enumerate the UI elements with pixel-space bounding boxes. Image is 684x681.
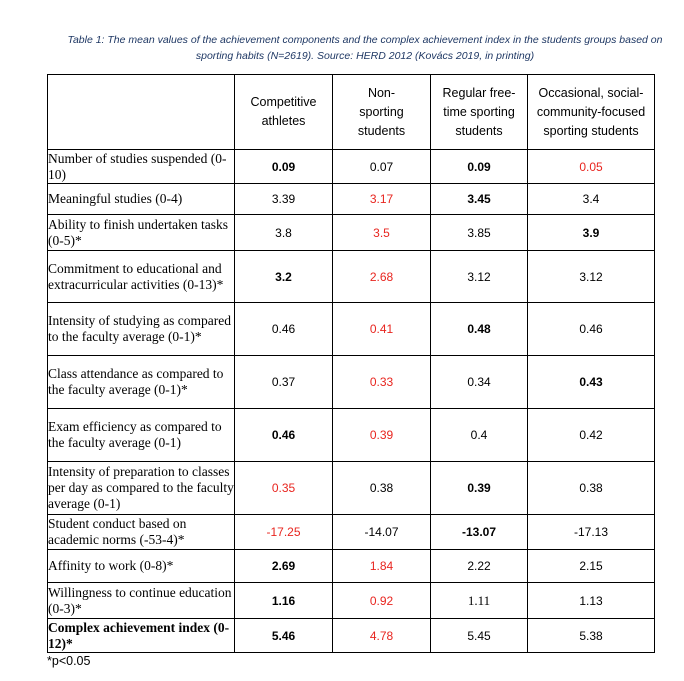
table-row: [48, 303, 655, 356]
table-row: [48, 251, 655, 303]
value-cell: 0.05: [528, 150, 655, 184]
value-cell: 0.46: [235, 409, 333, 462]
table-row: [48, 215, 655, 251]
value-cell: 5.45: [431, 619, 528, 653]
table-row: [48, 515, 655, 550]
row-label: Intensity of preparation to classes per day as compared to the faculty average (0-1): [48, 462, 235, 515]
table-row: [48, 550, 655, 583]
value-cell: 0.92: [333, 583, 431, 619]
value-cell: 1.13: [528, 583, 655, 619]
value-cell: 2.68: [333, 251, 431, 303]
value-cell: 0.38: [528, 462, 655, 515]
row-label: Intensity of studying as compared to the faculty average (0-1)*: [48, 303, 235, 356]
row-label: Ability to finish undertaken tasks (0-5)*: [48, 215, 235, 251]
value-cell: 3.2: [235, 251, 333, 303]
col-header-non-sporting: Non-sporting students: [333, 75, 431, 150]
value-cell: -17.25: [235, 515, 333, 550]
significance-footnote: *p<0.05: [47, 654, 91, 668]
table-row: [48, 409, 655, 462]
value-cell: 0.07: [333, 150, 431, 184]
value-cell: 0.35: [235, 462, 333, 515]
value-cell: 0.38: [333, 462, 431, 515]
achievement-table: [47, 74, 655, 653]
value-cell: 0.09: [235, 150, 333, 184]
header-row: [48, 75, 655, 150]
table-row: [48, 583, 655, 619]
value-cell: 3.45: [431, 184, 528, 215]
value-cell: 3.4: [528, 184, 655, 215]
value-cell: 2.69: [235, 550, 333, 583]
table-row: [48, 356, 655, 409]
value-cell: 2.22: [431, 550, 528, 583]
value-cell: 3.85: [431, 215, 528, 251]
value-cell: -17.13: [528, 515, 655, 550]
value-cell: 0.39: [333, 409, 431, 462]
col-header-occasional: Occasional, social-community-focused sporting students: [528, 75, 655, 150]
value-cell: 0.09: [431, 150, 528, 184]
value-cell: 4.78: [333, 619, 431, 653]
col-header-regular: Regular free-time sporting students: [431, 75, 528, 150]
value-cell: 3.8: [235, 215, 333, 251]
value-cell: 3.9: [528, 215, 655, 251]
value-cell: 1.84: [333, 550, 431, 583]
value-cell: 3.12: [431, 251, 528, 303]
value-cell: 3.5: [333, 215, 431, 251]
value-cell: 0.4: [431, 409, 528, 462]
row-label: Meaningful studies (0-4): [48, 184, 235, 215]
table-row: [48, 150, 655, 184]
value-cell: 0.46: [528, 303, 655, 356]
row-label: Willingness to continue education (0-3)*: [48, 583, 235, 619]
row-label: Student conduct based on academic norms (-53-4)*: [48, 515, 235, 550]
row-label: Number of studies suspended (0-10): [48, 150, 235, 184]
row-label: Affinity to work (0-8)*: [48, 550, 235, 583]
value-cell: -13.07: [431, 515, 528, 550]
value-cell: 1.11: [431, 583, 528, 619]
value-cell: 1.16: [235, 583, 333, 619]
value-cell: -14.07: [333, 515, 431, 550]
table-row: [48, 184, 655, 215]
value-cell: 0.46: [235, 303, 333, 356]
value-cell: 3.39: [235, 184, 333, 215]
table-caption: Table 1: The mean values of the achievement components and the complex achievement index in the students groups based on sporting habits (N=2619). Source: HERD 2012 (Kovács 2019, in printing): [67, 34, 663, 62]
value-cell: 0.41: [333, 303, 431, 356]
value-cell: 0.33: [333, 356, 431, 409]
value-cell: 0.43: [528, 356, 655, 409]
value-cell: 2.15: [528, 550, 655, 583]
col-header-competitive: Competitive athletes: [235, 75, 333, 150]
value-cell: 0.48: [431, 303, 528, 356]
value-cell: 3.12: [528, 251, 655, 303]
row-label: Exam efficiency as compared to the faculty average (0-1): [48, 409, 235, 462]
value-cell: 5.38: [528, 619, 655, 653]
value-cell: 0.34: [431, 356, 528, 409]
value-cell: 0.39: [431, 462, 528, 515]
table-row: [48, 462, 655, 515]
corner-cell: [48, 75, 235, 150]
row-label: Complex achievement index (0-12)*: [48, 619, 235, 653]
table-row: [48, 619, 655, 653]
row-label: Class attendance as compared to the faculty average (0-1)*: [48, 356, 235, 409]
value-cell: 0.42: [528, 409, 655, 462]
value-cell: 5.46: [235, 619, 333, 653]
value-cell: 3.17: [333, 184, 431, 215]
row-label: Commitment to educational and extracurricular activities (0-13)*: [48, 251, 235, 303]
value-cell: 0.37: [235, 356, 333, 409]
